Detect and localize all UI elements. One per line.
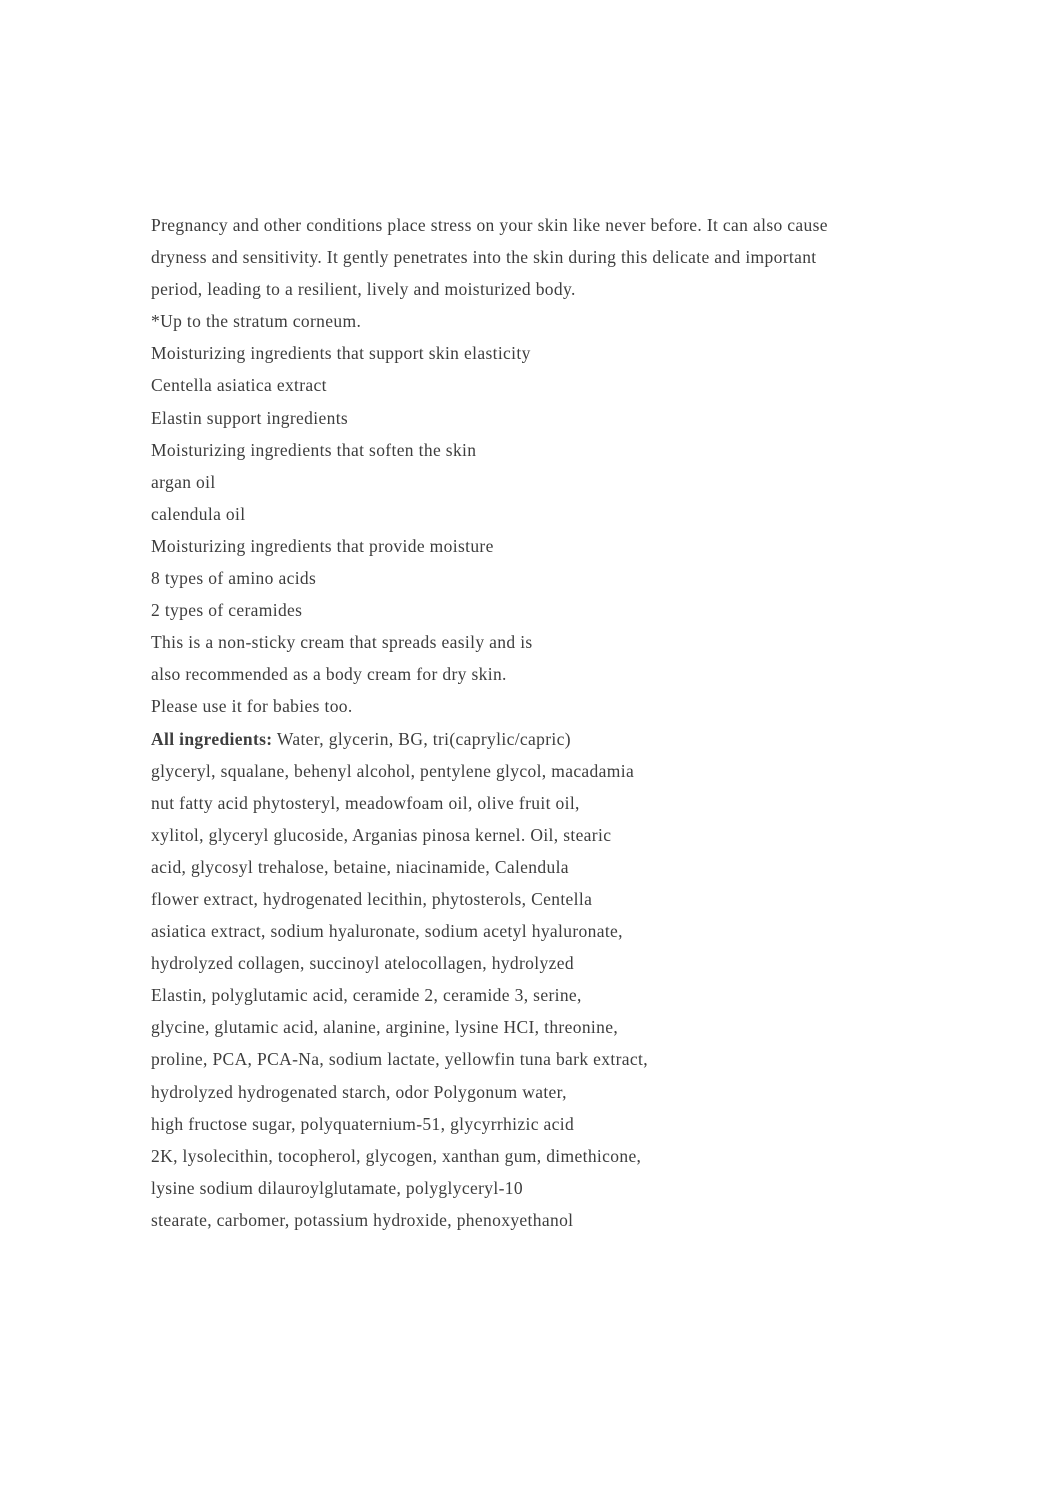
text-line: period, leading to a resilient, lively and moisturized body. [151,279,576,300]
text-line: argan oil [151,471,216,492]
ingredients-label: All ingredients: [151,728,273,749]
text-line: Elastin support ingredients [151,407,349,428]
ingredients-heading-line [151,723,951,755]
text-line: Moisturizing ingredients that support skin elasticity [151,343,531,364]
text-line: asiatica extract, sodium hyaluronate, sodium acetyl hyaluronate, [151,921,623,942]
text-line: nut fatty acid phytosteryl, meadowfoam oil, olive fruit oil, [151,792,580,813]
text-line: 2K, lysolecithin, tocopherol, glycogen, xanthan gum, dimethicone, [151,1145,642,1166]
text-line: xylitol, glyceryl glucoside, Arganias pinosa kernel. Oil, stearic [151,824,612,845]
text-block [151,209,951,1236]
text-line: glycine, glutamic acid, alanine, arginine, lysine HCI, threonine, [151,1017,619,1038]
text-line: Pregnancy and other conditions place stress on your skin like never before. It can also cause [151,215,828,235]
text-line: hydrolyzed collagen, succinoyl atelocollagen, hydrolyzed [151,953,574,974]
text-line: Centella asiatica extract [151,375,327,396]
text-line: acid, glycosyl trehalose, betaine, niacinamide, Calendula [151,856,569,877]
text-line: *Up to the stratum corneum. [151,311,362,332]
intro-lines [151,209,951,723]
text-line: also recommended as a body cream for dry skin. [151,664,507,685]
text-line: 2 types of ceramides [151,600,303,621]
ingredients-heading-rest: Water, glycerin, BG, tri(caprylic/capric) [272,728,571,749]
text-line: lysine sodium dilauroylglutamate, polyglyceryl-10 [151,1177,523,1198]
text-line: This is a non-sticky cream that spreads easily and is [151,632,533,653]
text-line: Moisturizing ingredients that soften the skin [151,439,477,460]
ingredients-lines [151,755,951,1236]
text-line: high fructose sugar, polyquaternium-51, glycyrrhizic acid [151,1113,575,1134]
text-line: calendula oil [151,503,246,524]
text-line: hydrolyzed hydrogenated starch, odor Polygonum water, [151,1081,567,1102]
text-line: Elastin, polyglutamic acid, ceramide 2, ceramide 3, serine, [151,985,582,1006]
text-line: glyceryl, squalane, behenyl alcohol, pentylene glycol, macadamia [151,760,635,781]
text-line: proline, PCA, PCA-Na, sodium lactate, yellowfin tuna bark extract, [151,1049,648,1070]
text-line: Please use it for babies too. [151,696,353,717]
text-line: 8 types of amino acids [151,568,317,589]
text-line: dryness and sensitivity. It gently penetrates into the skin during this delicate and important [151,247,817,268]
text-line: Moisturizing ingredients that provide moisture [151,535,494,556]
text-line: stearate, carbomer, potassium hydroxide, phenoxyethanol [151,1209,574,1230]
text-line: flower extract, hydrogenated lecithin, phytosterols, Centella [151,888,593,909]
